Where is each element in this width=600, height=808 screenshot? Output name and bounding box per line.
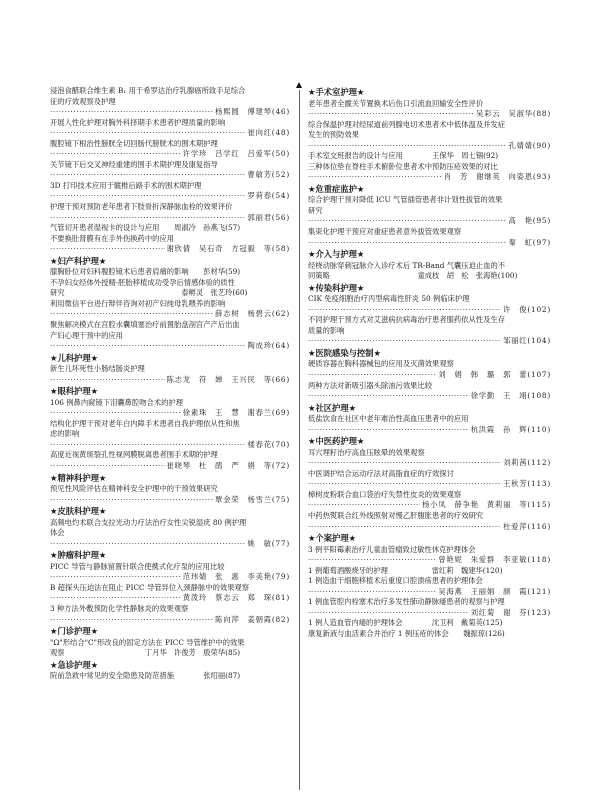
- dot-leader: [50, 107, 213, 118]
- article-title-line[interactable]: 不要换肚肾膜有在手外伤换药中的应用: [50, 233, 175, 243]
- section-heading: ★精神科护理★: [50, 472, 107, 483]
- article-authors-line[interactable]: [308, 500, 551, 511]
- article-authors-page: 吴彩云 吴淑华(88): [476, 109, 551, 119]
- article-authors-line[interactable]: [308, 109, 551, 120]
- article-title-line[interactable]: 1 例血管腔内栓塞术治疗多发性肺动静脉瘘患者的观察与护理: [308, 597, 505, 607]
- article-title-line[interactable]: 康复新液与血活素合并治疗 1 例压疮的体会 魏振琼(126): [308, 628, 505, 638]
- dot-leader: [308, 587, 436, 598]
- article-authors-page: 许 俊(102): [503, 304, 551, 314]
- section-heading: ★危重症监护★: [308, 183, 365, 194]
- dot-leader: [308, 370, 436, 381]
- article-authors-page: 吴海燕 王丽娟 颜 霞(121): [438, 586, 551, 596]
- dot-leader: [308, 522, 501, 533]
- section-heading: ★社区护理★: [308, 402, 357, 413]
- article-authors-line[interactable]: [308, 141, 551, 152]
- right-column: [308, 86, 551, 640]
- article-authors-page: 郭丽君(56): [247, 212, 290, 222]
- article-title-line[interactable]: 膝胸卧位对妇科腹腔镜术后患者肩痛的影响 彭材华(59): [50, 267, 241, 277]
- article-authors-page: 陶成珍(64): [247, 341, 290, 351]
- dot-leader: [50, 615, 213, 626]
- article-authors-page: 覃金荣 杨雪兰(75): [215, 494, 290, 504]
- article-authors-line[interactable]: [308, 587, 551, 598]
- article-title-line[interactable]: 聚焦解决模式在宫腔水囊填塞治疗前置胎盘剖宫产产后出血: [50, 319, 240, 329]
- article-title-line[interactable]: 综合护理干预对降低 ICU 气管插管患者非计划性拔管的效果: [308, 195, 503, 205]
- article-authors-page: 王秋芳(113): [503, 479, 551, 489]
- dot-leader: [50, 593, 181, 604]
- article-title-line[interactable]: 利用微信平台进行辩伴咨询对初产妇纯母乳喂养的影响: [50, 298, 226, 308]
- article-authors-page: 范玮婧 张 惠 李美艳(79): [182, 572, 290, 582]
- article-title-line[interactable]: 护理干预对预防老年患者下肢骨折深静脉血栓的效果评价: [50, 202, 233, 212]
- article-authors-page: 谢欣倩 吴石奇 方冠毅 等(58): [166, 244, 290, 254]
- article-authors-line[interactable]: [50, 440, 290, 451]
- article-title-line[interactable]: 产妇心理干预中的应用: [50, 330, 123, 340]
- article-authors-page: 黄泼玲 蔡志云 郑 琛(81): [182, 593, 290, 603]
- dot-leader: [308, 141, 507, 152]
- dot-leader: [50, 572, 181, 583]
- article-authors-line[interactable]: [308, 479, 551, 490]
- dot-leader: [308, 109, 474, 120]
- article-title-line[interactable]: 研究 泰孵灵 张艺玲(60): [50, 288, 248, 298]
- article-authors-line[interactable]: [50, 107, 290, 118]
- article-title-line[interactable]: 院前急救中常见的安全隐患及防范措施 张绍丽(87): [50, 671, 241, 681]
- article-title-line[interactable]: 中医调护结合运动疗法对高脂血症的疗效探讨: [308, 468, 454, 478]
- article-authors-line[interactable]: [50, 244, 290, 255]
- article-authors-page: 姚 敏(77): [247, 538, 290, 548]
- dot-leader: [50, 461, 165, 472]
- article-authors-page: 陈向萍 姜朝霞(82): [215, 614, 290, 624]
- article-title-line[interactable]: 1 例人造血管内瘘的护理体会 沈卫利 戴菊英(125): [308, 618, 503, 628]
- article-title-line[interactable]: 发生的预防效果: [308, 130, 360, 140]
- dot-leader: [308, 391, 469, 402]
- article-authors-page: 杜爱萍(116): [503, 521, 551, 531]
- article-authors-page: 薛志树 杨碧云(62): [215, 309, 290, 319]
- article-authors-line[interactable]: [50, 593, 290, 604]
- section-heading: ★急诊护理★: [50, 659, 99, 670]
- article-title-line[interactable]: 高度近视黄斑裂孔性视网膜脱离患者围手术期的护理: [50, 450, 218, 460]
- article-authors-line[interactable]: [50, 309, 290, 320]
- article-title-line[interactable]: 老年患者全髋关节置换术后伤口引流血回输安全性评价: [308, 98, 484, 108]
- dot-leader: [50, 495, 213, 506]
- section-heading: ★手术室护理★: [308, 87, 365, 97]
- article-title-line[interactable]: 气管切开患者湿视卡的设计与应用 周淑冷 孙燕飞(57): [50, 223, 241, 233]
- dot-leader: [50, 149, 181, 160]
- article-authors-line[interactable]: [50, 341, 290, 352]
- article-authors-page: 邹丽红(104): [503, 336, 551, 346]
- article-authors-line[interactable]: [50, 170, 290, 181]
- article-authors-line[interactable]: [50, 191, 290, 202]
- article-title-line[interactable]: 两种方法对新吸引器头除油污效果比较: [308, 380, 433, 390]
- section-heading: ★医院感染与控制★: [308, 347, 381, 358]
- article-authors-page: 曹敏芳(52): [247, 170, 290, 180]
- dot-leader: [50, 375, 165, 386]
- article-title-line[interactable]: 同策略 童成枝 胡 松 张海艳(100): [308, 271, 518, 281]
- article-title-line[interactable]: 研究: [308, 205, 323, 215]
- article-authors-page: 刘红菊 谢 芬(123): [470, 607, 551, 617]
- article-authors-page: 杭洪霞 孙 辉(110): [470, 424, 551, 434]
- article-authors-line[interactable]: [308, 336, 551, 347]
- dot-leader: [308, 336, 501, 347]
- dot-leader: [308, 555, 436, 566]
- section-heading: ★门诊护理★: [50, 626, 99, 637]
- article-authors-line[interactable]: [50, 375, 290, 386]
- section-heading: ★介入与护理★: [308, 249, 365, 260]
- article-authors-line[interactable]: [308, 391, 551, 402]
- article-title-line[interactable]: 新生儿坏死性小肠结肠炎护理: [50, 364, 145, 374]
- article-title-line[interactable]: 手术室交班报告的设计与应用 王保华 周七锢(92): [308, 151, 499, 161]
- article-authors-line[interactable]: [308, 172, 551, 183]
- section-heading: ★眼科护理★: [50, 386, 99, 397]
- article-authors-line[interactable]: [50, 495, 290, 506]
- article-authors-line[interactable]: [308, 238, 551, 249]
- article-title-line[interactable]: 樟树皮粉联合血口袋治疗失禁性皮炎的效果观察: [308, 489, 462, 499]
- article-authors-page: 楼春花(70): [247, 439, 290, 449]
- article-authors-line[interactable]: [308, 458, 551, 469]
- article-authors-page: 刘莉茜(112): [503, 458, 551, 468]
- article-authors-line[interactable]: [50, 128, 290, 139]
- article-authors-line[interactable]: [50, 461, 290, 472]
- article-title-line[interactable]: 腹腔镜下根治性膀胱全切回肠代膀胱术的围术期护理: [50, 138, 218, 148]
- article-title-line[interactable]: 综合保温护理对经尿道前列腺电切术患者术中低体温及并发症: [308, 119, 506, 129]
- article-authors-line[interactable]: [308, 216, 551, 227]
- article-authors-line[interactable]: [308, 370, 551, 381]
- article-authors-page: 秦 虹(97): [508, 237, 551, 247]
- dot-leader: [308, 238, 507, 249]
- article-title-line[interactable]: 低盐饮食在社区中老年难治性高血压患者中的应用: [308, 414, 469, 424]
- dot-leader: [308, 479, 501, 490]
- article-authors-page: 曾艳妮 朱爱群 李亚敏(118): [438, 555, 551, 565]
- article-title-line[interactable]: 3 例平阳霉素治疗儿童血管瘤致过敏性休克护理体会: [308, 544, 476, 554]
- article-title-line[interactable]: 集束化护理干预应对重症患者意外拔管效果观察: [308, 227, 462, 237]
- article-authors-page: 徐素珠 王 慧 谢春兰(69): [182, 408, 290, 418]
- article-authors-page: 崔晓琴 杜 鹃 严 娟 等(72): [166, 461, 290, 470]
- article-title-line[interactable]: "Ω"形结合"C"形改良的固定方法在 PICC 导管维护中的效果: [50, 637, 245, 647]
- article-authors-page: 崔向红(48): [247, 128, 290, 138]
- article-title-line[interactable]: 开展人性化护理对胸外科择期手术患者护理质量的影响: [50, 117, 226, 127]
- article-authors-page: 陈志龙 符 婵 王兴民 等(66): [166, 374, 290, 384]
- article-authors-line[interactable]: [50, 572, 290, 583]
- dot-leader: [308, 305, 501, 316]
- article-authors-page: 许学珍 吕学红 吕爱军(50): [182, 149, 290, 159]
- dot-leader: [50, 191, 246, 202]
- article-title-line[interactable]: 虑的影响: [50, 429, 80, 439]
- section-heading: ★传染科护理★: [308, 282, 365, 293]
- dot-leader: [50, 170, 246, 181]
- article-title-line[interactable]: B 超探头压迫法在阻止 PICC 导管异位入颈静脉中的效果观察: [50, 582, 250, 592]
- article-title-line[interactable]: 高频电灼术联合支拉光动力疗法治疗女性尖锐湿疣 80 例护理: [50, 517, 247, 527]
- article-title-line[interactable]: 征的疗效观察及护理: [50, 96, 116, 106]
- column-divider: [299, 90, 300, 790]
- dot-leader: [50, 213, 246, 224]
- article-authors-page: 孔婧婧(90): [508, 140, 551, 150]
- article-authors-page: 杨小凤 薛争艳 黄莉丽 等(115): [422, 500, 551, 510]
- article-title-line[interactable]: 结构化护理干预对老年白内障手术患者自我护理依从性和焦: [50, 418, 240, 428]
- article-title-line[interactable]: 浸泡食醋联合维生素 B₁ 用于希罗达治疗乳腺癌所致手足综合: [50, 86, 246, 95]
- article-title-line[interactable]: 3 种方法外敷预防化学性静脉炎的效果观察: [50, 603, 189, 613]
- article-authors-page: 肖 芳 谢继英 向姿恩(93): [443, 172, 551, 182]
- article-authors-page: 罗荷春(54): [247, 191, 290, 201]
- article-title-line[interactable]: 关节镜下后交叉神经重建的围手术期护理及康复指导: [50, 159, 218, 169]
- article-authors-line[interactable]: [308, 555, 551, 566]
- section-heading: ★妇产科护理★: [50, 255, 107, 266]
- dot-leader: [50, 408, 181, 419]
- article-title-line[interactable]: 质量的影响: [308, 325, 345, 335]
- article-title-line[interactable]: 不孕妇女经体外授精-胚胎移植成功受孕后情感体验的质性: [50, 277, 235, 287]
- dot-leader: [50, 440, 246, 451]
- section-heading: ★儿科护理★: [50, 352, 99, 363]
- article-title-line[interactable]: 不同护理干预方式对艾滋病抗病毒治疗患者服药依从性及生存: [308, 315, 506, 325]
- dot-leader: [308, 500, 420, 511]
- article-title-line[interactable]: 耳穴埋籽治疗高血压眩晕的效果观察: [308, 447, 425, 457]
- section-heading: ★中医药护理★: [308, 436, 365, 447]
- article-title-line[interactable]: 106 例鼻内窥镜下泪囊鼻腔吻合术的护理: [50, 397, 183, 407]
- article-title-line[interactable]: PICC 导管与静脉留置针联合使携式化疗泵的应用比较: [50, 561, 225, 571]
- article-authors-line[interactable]: [50, 213, 290, 224]
- article-authors-page: 杨熙圆 傅建琴(46): [215, 107, 290, 117]
- article-title-line[interactable]: 中药热熨联合红外线照射对慢乙肝腹胀患者的疗效研究: [308, 511, 484, 520]
- dot-leader: [308, 425, 469, 436]
- article-authors-line[interactable]: [308, 425, 551, 436]
- article-authors-line[interactable]: [50, 149, 290, 160]
- article-title-line[interactable]: 硬质容器在胸科器械包的应用及灭菌效果观察: [308, 359, 454, 369]
- dot-leader: [308, 608, 469, 619]
- dot-leader: [308, 172, 442, 183]
- article-authors-line[interactable]: [50, 539, 290, 550]
- article-authors-page: 高 艳(95): [508, 216, 551, 226]
- column-divider-arrow-icon: [296, 82, 302, 88]
- left-column: [50, 86, 290, 682]
- section-heading: ★肿瘤科护理★: [50, 550, 107, 561]
- article-title-line[interactable]: 1 例造血干细胞移植术后重度口腔溃疡患者的护理体会: [308, 576, 483, 586]
- article-title-line[interactable]: 观察 丁月华 许俊芳 殷荣华(85): [50, 648, 241, 658]
- article-authors-line[interactable]: [308, 305, 551, 316]
- article-title-line[interactable]: 1 例葡萄酒酸烧牙的护理 雷红莉 魏建华(120): [308, 565, 503, 575]
- dot-leader: [50, 128, 246, 139]
- dot-leader: [308, 458, 501, 469]
- article-title-line[interactable]: 体会: [50, 528, 65, 538]
- article-title-line[interactable]: 经桡动脉穿刺冠脉介入诊疗术后 TR-Band 气囊压迫止血的不: [308, 260, 506, 270]
- article-authors-line[interactable]: [308, 522, 551, 533]
- dot-leader: [50, 309, 213, 320]
- article-authors-line[interactable]: [50, 615, 290, 626]
- article-title-line[interactable]: 3D 打印技术应用于髋椎后路手术的围术期护理: [50, 180, 202, 190]
- article-authors-line[interactable]: [308, 608, 551, 619]
- dot-leader: [50, 539, 246, 550]
- dot-leader: [50, 341, 246, 352]
- dot-leader: [50, 244, 165, 255]
- section-heading: ★皮肤科护理★: [50, 506, 107, 517]
- article-title-line[interactable]: 三种体位垫在脊柱手术俯卧位患者术中预防压疮效果的对比: [308, 161, 498, 171]
- article-title-line[interactable]: 预见性风险评估在精神科安全护理中的干预效果研究: [50, 484, 218, 494]
- section-heading: ★个案护理★: [308, 533, 357, 544]
- article-title-line[interactable]: CIK 免疫细胞治疗丙型病毒性肝炎 50 例临床护理: [308, 294, 470, 304]
- article-authors-page: 刘 娟 韩 璐 郭 蕾(107): [438, 369, 551, 379]
- dot-leader: [308, 216, 507, 227]
- article-authors-line[interactable]: [50, 408, 290, 419]
- article-authors-page: 徐学勤 王 翊(108): [470, 391, 551, 401]
